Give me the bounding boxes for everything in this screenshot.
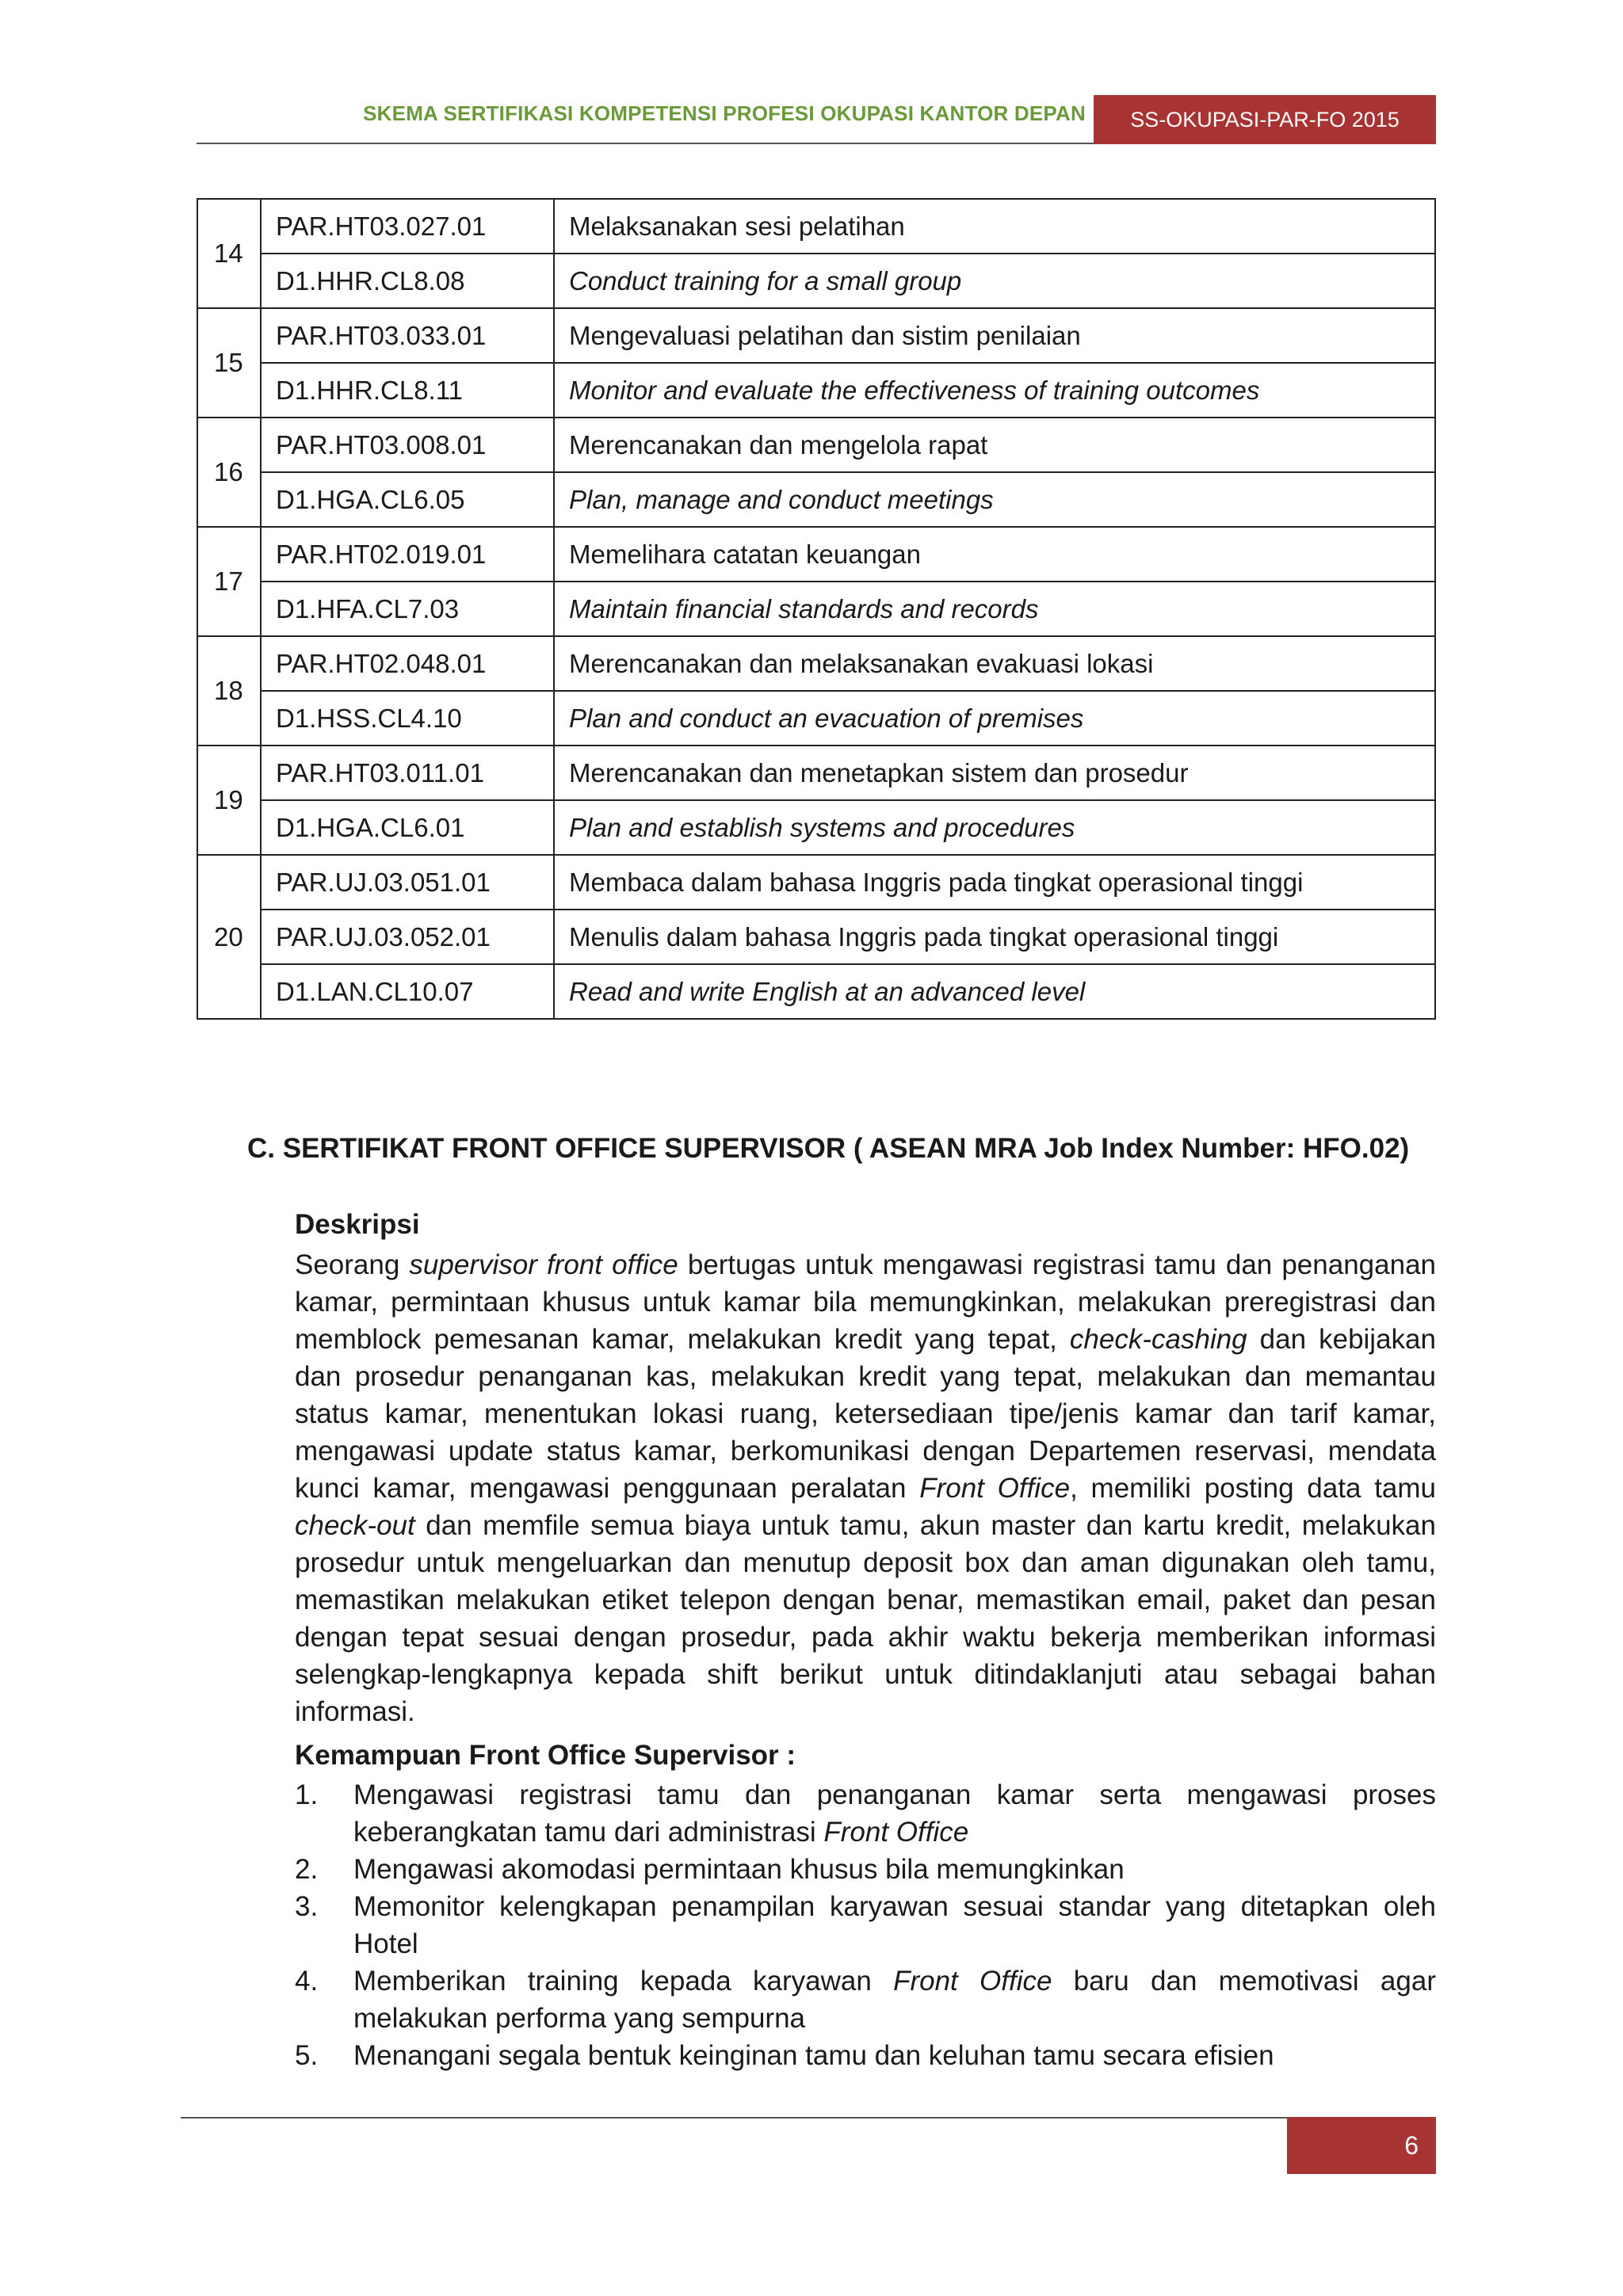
table-row: [197, 964, 1435, 1019]
italic-term: Front Office: [919, 1473, 1071, 1504]
unit-code: D1.HFA.CL7.03: [261, 582, 554, 636]
table-row: [197, 254, 1435, 308]
unit-title-english: Monitor and evaluate the effectiveness of training outcomes: [554, 363, 1435, 418]
abilities-list: [295, 1776, 1436, 2074]
table-row: [197, 691, 1435, 746]
unit-title-english: Plan and conduct an evacuation of premises: [554, 691, 1435, 746]
unit-number: 16: [197, 418, 261, 527]
table-row: [197, 582, 1435, 636]
unit-number: 18: [197, 636, 261, 746]
page-number-badge: [1287, 2117, 1436, 2174]
abilities-heading: Kemampuan Front Office Supervisor :: [295, 1740, 796, 1771]
list-item: [295, 1888, 1436, 1962]
list-item: [295, 2037, 1436, 2074]
unit-title-english: Plan, manage and conduct meetings: [554, 472, 1435, 527]
list-number: 4.: [295, 1966, 319, 1997]
unit-number: 17: [197, 527, 261, 636]
italic-term: Front Office: [893, 1966, 1052, 1997]
unit-code: D1.HGA.CL6.05: [261, 472, 554, 527]
text-run: Mengawasi akomodasi permintaan khusus bila memungkinkan: [353, 1854, 1125, 1885]
text-run: Menangani segala bentuk keinginan tamu dan keluhan tamu secara efisien: [353, 2040, 1274, 2071]
italic-term: supervisor front office: [409, 1249, 678, 1280]
unit-title: Merencanakan dan melaksanakan evakuasi lokasi: [554, 636, 1435, 691]
list-number: 3.: [295, 1891, 319, 1922]
italic-term: check-out: [295, 1510, 415, 1541]
footer-divider: [181, 2117, 1287, 2119]
unit-title-english: Read and write English at an advanced level: [554, 964, 1435, 1019]
table-row: [197, 418, 1435, 472]
unit-title: Membaca dalam bahasa Inggris pada tingkat operasional tinggi: [554, 855, 1435, 910]
unit-number: 14: [197, 199, 261, 308]
unit-code: PAR.HT03.008.01: [261, 418, 554, 472]
unit-code: PAR.HT02.019.01: [261, 527, 554, 582]
unit-code: PAR.HT03.033.01: [261, 308, 554, 363]
text-run: dan kebijakan dan prosedur penanganan kas, melakukan kredit yang tepat, melakukan dan memantau status kamar, menentukan lokasi ruang, ketersediaan tipe/jenis kamar dan tarif kamar, mengawasi update status kamar, berkomunikasi dengan Departemen reservasi, mendata kunci kamar, mengawasi penggunaan peralatan: [295, 1324, 1436, 1504]
table-row: [197, 308, 1435, 363]
unit-title: Merencanakan dan mengelola rapat: [554, 418, 1435, 472]
running-header-title: SKEMA SERTIFIKASI KOMPETENSI PROFESI OKUPASI KANTOR DEPAN: [363, 101, 1086, 125]
table-row: [197, 527, 1435, 582]
table-row: [197, 910, 1435, 964]
section-heading: C. SERTIFIKAT FRONT OFFICE SUPERVISOR ( ASEAN MRA Job Index Number: HFO.02): [247, 1133, 1410, 1164]
unit-code: PAR.HT02.048.01: [261, 636, 554, 691]
list-item: [295, 1962, 1436, 2037]
page-number: 6: [1404, 2131, 1419, 2160]
unit-title: Menulis dalam bahasa Inggris pada tingkat operasional tinggi: [554, 910, 1435, 964]
unit-code: PAR.HT03.027.01: [261, 199, 554, 254]
unit-code: D1.HSS.CL4.10: [261, 691, 554, 746]
table-row: [197, 199, 1435, 254]
text-run: Memberikan training kepada karyawan: [353, 1966, 894, 1997]
list-item: [295, 1776, 1436, 1851]
unit-code: D1.LAN.CL10.07: [261, 964, 554, 1019]
unit-code: D1.HHR.CL8.08: [261, 254, 554, 308]
text-run: baru dan memotivasi agar melakukan performa yang sempurna: [353, 1966, 1436, 2034]
text-run: , memiliki posting data tamu: [1070, 1473, 1437, 1504]
text-run: bertugas untuk mengawasi registrasi tamu dan penanganan kamar, permintaan khusus untuk kamar bila memungkinkan, melakukan preregistrasi dan memblock pemesanan kamar, melakukan kredit yang tepat,: [295, 1249, 1436, 1355]
list-number: 1.: [295, 1779, 319, 1810]
table-row: [197, 636, 1435, 691]
text-run: Seorang: [295, 1249, 410, 1280]
unit-number: 15: [197, 308, 261, 418]
table-row: [197, 472, 1435, 527]
description-paragraph: [295, 1246, 1436, 1730]
text-run: dan memfile semua biaya untuk tamu, akun master dan kartu kredit, melakukan prosedur untuk mengeluarkan dan menutup deposit box dan aman digunakan oleh tamu, memastikan melakukan etiket telepon dengan benar, memastikan email, paket dan pesan dengan tepat sesuai dengan prosedur, pada akhir waktu bekerja memberikan informasi selengkap-lengkapnya kepada shift berikut untuk ditindaklanjuti atau sebagai bahan informasi.: [295, 1510, 1436, 1727]
text-run: Memonitor kelengkapan penampilan karyawan sesuai standar yang ditetapkan oleh Hotel: [353, 1891, 1436, 1959]
unit-title-english: Plan and establish systems and procedures: [554, 800, 1435, 855]
unit-title: Merencanakan dan menetapkan sistem dan prosedur: [554, 746, 1435, 800]
unit-title: Memelihara catatan keuangan: [554, 527, 1435, 582]
unit-number: 20: [197, 855, 261, 1019]
description-heading: Deskripsi: [295, 1209, 420, 1240]
text-run: Mengawasi registrasi tamu dan penanganan kamar serta mengawasi proses keberangkatan tamu dari administrasi: [353, 1779, 1436, 1848]
list-number: 2.: [295, 1854, 319, 1885]
list-item: [295, 1851, 1436, 1888]
unit-number: 19: [197, 746, 261, 855]
italic-term: Front Office: [823, 1817, 969, 1848]
table-row: [197, 363, 1435, 418]
unit-title: Melaksanakan sesi pelatihan: [554, 199, 1435, 254]
italic-term: check-cashing: [1069, 1324, 1247, 1355]
unit-code: PAR.UJ.03.051.01: [261, 855, 554, 910]
table-row: [197, 746, 1435, 800]
unit-code: D1.HHR.CL8.11: [261, 363, 554, 418]
unit-code: D1.HGA.CL6.01: [261, 800, 554, 855]
header-divider: [197, 143, 1094, 144]
unit-code: PAR.HT03.011.01: [261, 746, 554, 800]
table-row: [197, 855, 1435, 910]
unit-title-english: Conduct training for a small group: [554, 254, 1435, 308]
document-code-badge: SS-OKUPASI-PAR-FO 2015: [1094, 95, 1436, 144]
competency-units-table: [197, 198, 1436, 1020]
unit-title-english: Maintain financial standards and records: [554, 582, 1435, 636]
unit-code: PAR.UJ.03.052.01: [261, 910, 554, 964]
table-row: [197, 800, 1435, 855]
unit-title: Mengevaluasi pelatihan dan sistim penilaian: [554, 308, 1435, 363]
list-number: 5.: [295, 2040, 319, 2071]
